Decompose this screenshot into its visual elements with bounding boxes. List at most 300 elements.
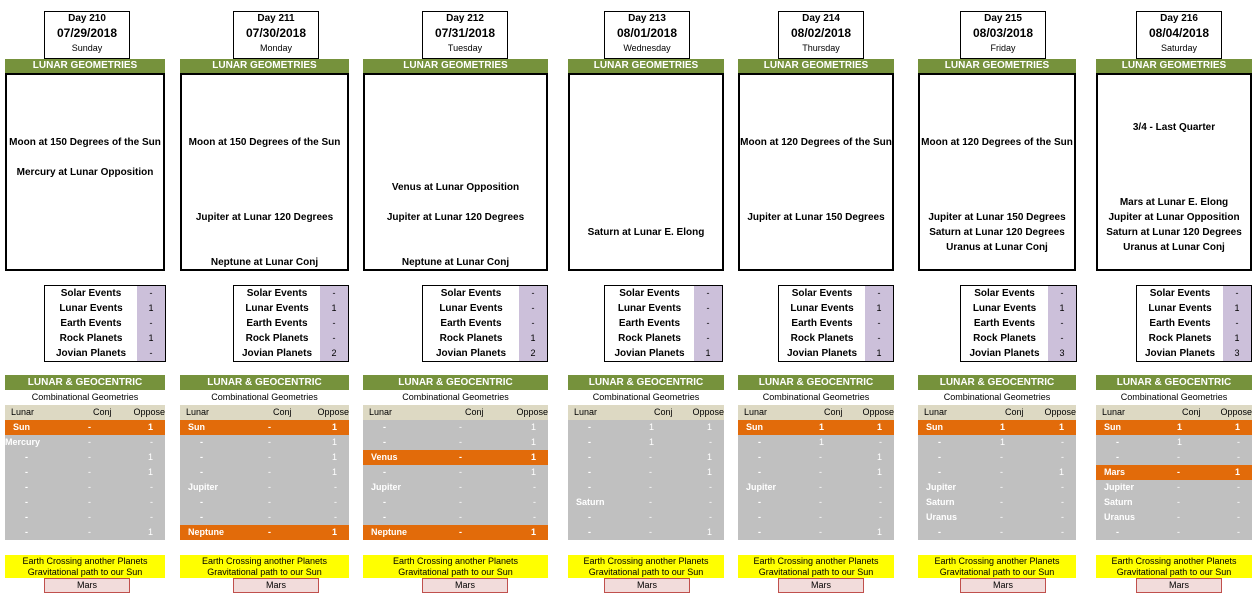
row-conj: - [459,437,462,447]
row-conj: - [1177,497,1180,507]
row-body: - [25,482,28,492]
row-conj: - [268,527,271,537]
day-header [422,11,508,59]
row-oppose: - [879,512,882,522]
geometry-row [180,465,349,480]
events-value: 2 [320,346,348,361]
events-row [605,301,722,316]
row-body: - [200,467,203,477]
lunar-geocentric-header: LUNAR & GEOCENTRIC [738,375,894,390]
day-date: 08/03/2018 [972,26,1034,40]
row-conj: - [268,452,271,462]
geometry-line: Jupiter at Lunar 120 Degrees [195,212,334,223]
lunar-geocentric-header: LUNAR & GEOCENTRIC [568,375,724,390]
events-row [1137,316,1251,331]
events-value: 1 [137,331,165,346]
events-row [234,301,348,316]
lunar-geocentric-header: LUNAR & GEOCENTRIC [5,375,165,390]
grid-header [180,405,349,420]
row-conj: - [819,512,822,522]
combinational-geometries-label: Combinational Geometries [402,392,509,402]
events-value: - [694,286,722,301]
geometry-row [918,450,1076,465]
earth-crossing-box [363,555,548,578]
row-conj: - [88,497,91,507]
mars-cell: Mars [1136,578,1222,593]
events-label: Jovian Planets [614,348,685,359]
col-oppose: Oppose [692,407,724,417]
events-table [44,285,166,362]
events-row [45,286,165,301]
row-conj: - [459,467,462,477]
row-body: Jupiter [188,482,219,492]
geometry-line: Neptune at Lunar Conj [401,257,510,268]
row-conj: - [459,497,462,507]
row-oppose: - [334,512,337,522]
geometry-row [5,465,165,480]
row-body: - [383,437,386,447]
events-label: Rock Planets [59,333,123,344]
geometry-row [180,435,349,450]
lunar-geometries-header: LUNAR GEOMETRIES [180,59,349,73]
events-row [779,301,893,316]
day-date: 07/30/2018 [245,26,307,40]
geometry-row [363,450,548,465]
row-conj: 1 [649,437,655,447]
mars-cell: Mars [44,578,130,593]
col-lunar: Lunar [11,407,35,417]
events-value: 1 [519,331,547,346]
row-conj: - [268,512,271,522]
events-row [234,286,348,301]
row-body: - [25,497,28,507]
events-label: Rock Planets [245,333,309,344]
row-oppose: 1 [331,422,337,432]
row-oppose: - [1061,497,1064,507]
lunar-geocentric-header: LUNAR & GEOCENTRIC [918,375,1076,390]
earth-crossing-line: Earth Crossing another Planets [392,556,519,566]
row-body: Neptune [188,527,224,537]
row-conj: - [459,512,462,522]
row-oppose: 1 [876,422,882,432]
events-value: - [137,346,165,361]
day-weekday: Thursday [802,43,840,53]
events-label: Lunar Events [617,303,682,314]
row-oppose: - [533,497,536,507]
geometry-row [180,450,349,465]
geometry-line: Uranus at Lunar Conj [1123,242,1225,253]
row-oppose: 1 [331,437,337,447]
col-conj: Conj [654,407,673,417]
events-row [779,346,893,361]
row-body: - [588,527,591,537]
events-table [960,285,1077,362]
events-label: Earth Events [618,318,681,329]
events-label: Earth Events [440,318,502,329]
row-body: - [383,467,386,477]
geometry-line: Moon at 150 Degrees of the Sun [9,137,161,148]
row-conj: - [1177,452,1180,462]
combinational-geometries-label: Combinational Geometries [943,392,1051,402]
mars-cell: Mars [960,578,1046,593]
lunar-geometries-box [180,73,349,271]
grid-header [918,405,1076,420]
events-label: Earth Events [60,318,122,329]
events-label: Solar Events [440,288,502,299]
gravitational-path-line: Gravitational path to our Sun [758,567,874,577]
lunar-geometries-header: LUNAR GEOMETRIES [918,59,1076,73]
grid-header [568,405,724,420]
row-conj: - [268,422,271,432]
geometry-row [1096,435,1252,450]
mars-cell: Mars [604,578,690,593]
row-body: Venus [371,452,398,462]
col-conj: Conj [1005,407,1024,417]
geometry-line: Uranus at Lunar Conj [946,242,1048,253]
geometry-row [363,525,548,540]
row-body: Jupiter [926,482,957,492]
row-body: - [588,452,591,462]
geometry-row [5,435,165,450]
events-label: Lunar Events [790,303,854,314]
geometry-row [180,525,349,540]
row-body: - [25,512,28,522]
events-row [779,316,893,331]
row-body: Mars [1104,467,1126,477]
earth-crossing-box [568,555,724,578]
geometry-line: Jupiter at Lunar Opposition [1108,212,1240,223]
row-oppose: - [709,482,712,492]
earth-crossing-box [918,555,1076,578]
row-body: - [588,467,591,477]
row-oppose: 1 [530,452,536,462]
row-conj: - [649,512,652,522]
col-oppose: Oppose [862,407,894,417]
events-table [1136,285,1252,362]
events-label: Rock Planets [439,333,503,344]
events-label: Earth Events [973,318,1036,329]
events-row [605,316,722,331]
events-value: 1 [694,346,722,361]
geometry-row [180,480,349,495]
row-conj: - [819,497,822,507]
geometry-row [5,495,165,510]
events-label: Solar Events [246,288,308,299]
events-label: Lunar Events [972,303,1037,314]
col-oppose: Oppose [317,407,349,417]
row-body: - [938,437,941,447]
geometry-line: Neptune at Lunar Conj [210,257,319,268]
row-conj: - [268,482,271,492]
events-row [605,331,722,346]
row-oppose: - [879,437,882,447]
geometry-row [5,510,165,525]
events-value: - [1048,316,1076,331]
row-oppose: - [1061,452,1064,462]
row-oppose: - [1237,497,1240,507]
events-value: - [865,331,893,346]
day-header [1136,11,1222,59]
row-conj: - [88,527,91,537]
events-value: - [519,301,547,316]
row-body: - [758,452,761,462]
events-row [779,331,893,346]
row-oppose: - [1061,527,1064,537]
events-label: Jovian Planets [969,348,1040,359]
events-label: Earth Events [1149,318,1211,329]
day-date: 07/31/2018 [434,26,496,40]
day-date: 08/02/2018 [790,26,852,40]
row-body: - [588,437,591,447]
events-row [45,316,165,331]
row-conj: - [1177,482,1180,492]
day-header [960,11,1046,59]
events-label: Solar Events [60,288,122,299]
geometry-row [738,510,894,525]
row-oppose: 1 [331,467,337,477]
row-conj: - [819,467,822,477]
row-conj: - [268,467,271,477]
row-oppose: - [533,482,536,492]
day-number: Day 211 [257,13,295,24]
events-value: 1 [137,301,165,316]
row-conj: - [1000,497,1003,507]
row-body: - [383,422,386,432]
row-conj: - [649,497,652,507]
day-weekday: Friday [990,43,1016,53]
geometry-row [1096,525,1252,540]
row-body: - [588,482,591,492]
row-body: Sun [746,422,763,432]
day-date: 08/01/2018 [616,26,678,40]
geometry-line: Saturn at Lunar 120 Degrees [1106,227,1242,238]
mars-cell: Mars [233,578,319,593]
events-value: 1 [320,301,348,316]
events-value: - [865,286,893,301]
row-oppose: 1 [331,527,337,537]
combinational-geometries-label: Combinational Geometries [31,392,139,402]
row-conj: - [819,527,822,537]
geometry-line: Saturn at Lunar E. Elong [587,227,705,238]
earth-crossing-line: Earth Crossing another Planets [22,556,148,566]
row-oppose: 1 [706,452,712,462]
day-header [778,11,864,59]
row-conj: - [88,482,91,492]
row-body: Jupiter [1104,482,1135,492]
events-value: - [694,301,722,316]
row-oppose: - [709,512,712,522]
events-value: 1 [865,346,893,361]
row-oppose: 1 [876,467,882,477]
col-lunar: Lunar [369,407,393,417]
geometry-row [1096,450,1252,465]
row-oppose: 1 [147,527,153,537]
row-oppose: - [1061,482,1064,492]
row-oppose: 1 [147,422,153,432]
lunar-geocentric-header: LUNAR & GEOCENTRIC [1096,375,1252,390]
earth-crossing-line: Earth Crossing another Planets [583,556,709,566]
lunar-geometries-header: LUNAR GEOMETRIES [363,59,548,73]
row-conj: - [88,422,91,432]
row-body: - [938,467,941,477]
events-value: - [320,316,348,331]
events-value: 1 [865,301,893,316]
row-body: - [1116,437,1119,447]
row-body: Mercury [5,437,41,447]
events-value: - [1223,316,1251,331]
geometry-row [568,450,724,465]
row-conj: 1 [1000,422,1006,432]
col-oppose: Oppose [1220,407,1252,417]
earth-crossing-line: Earth Crossing another Planets [1111,556,1237,566]
events-value: - [694,331,722,346]
geometry-line: Moon at 120 Degrees of the Sun [921,137,1073,148]
events-value: 3 [1048,346,1076,361]
gravitational-path-line: Gravitational path to our Sun [27,567,143,577]
events-value: - [519,286,547,301]
row-body: Sun [926,422,943,432]
day-number: Day 215 [984,13,1022,24]
events-row [45,301,165,316]
events-value: - [137,286,165,301]
geometry-line: Moon at 150 Degrees of the Sun [188,137,341,148]
row-body: Sun [13,422,30,432]
events-row [779,286,893,301]
events-value: - [1048,286,1076,301]
row-conj: 1 [1177,422,1183,432]
row-conj: - [268,437,271,447]
row-body: Saturn [926,497,955,507]
row-oppose: - [533,512,536,522]
col-conj: Conj [273,407,292,417]
geometry-row [738,525,894,540]
row-oppose: 1 [530,437,536,447]
row-conj: - [649,467,652,477]
geometry-row [180,510,349,525]
row-body: - [200,437,203,447]
events-table [604,285,723,362]
row-oppose: 1 [530,527,536,537]
events-row [423,346,547,361]
geometry-row [1096,465,1252,480]
col-conj: Conj [1182,407,1201,417]
lunar-geometries-header: LUNAR GEOMETRIES [5,59,165,73]
row-body: - [25,452,28,462]
col-lunar: Lunar [186,407,210,417]
events-value: 1 [1048,301,1076,316]
geometry-row [738,420,894,435]
row-body: - [200,497,203,507]
geometry-row [363,495,548,510]
day-weekday: Wednesday [623,43,671,53]
grid-header [363,405,548,420]
geometry-row [918,495,1076,510]
row-oppose: 1 [1058,467,1064,477]
geometry-row [5,420,165,435]
lunar-geometries-box [568,73,724,271]
row-oppose: - [1237,527,1240,537]
geometry-row [568,525,724,540]
events-label: Lunar Events [439,303,503,314]
row-body: - [25,527,28,537]
events-label: Jovian Planets [241,348,313,359]
events-table [233,285,349,362]
geometry-row [180,420,349,435]
geometry-row [5,480,165,495]
events-label: Jovian Planets [786,348,858,359]
day-number: Day 216 [1160,13,1198,24]
geometry-line: Jupiter at Lunar 150 Degrees [928,212,1066,223]
row-conj: 1 [1000,437,1006,447]
row-conj: - [1000,482,1003,492]
geometry-row [738,465,894,480]
col-lunar: Lunar [574,407,598,417]
row-body: Jupiter [746,482,777,492]
row-conj: 1 [649,422,655,432]
row-oppose: - [150,482,153,492]
events-row [234,316,348,331]
events-value: - [320,331,348,346]
lunar-geometries-header: LUNAR GEOMETRIES [1096,59,1252,73]
events-label: Solar Events [974,288,1035,299]
earth-crossing-box [180,555,349,578]
events-label: Solar Events [619,288,680,299]
row-oppose: 1 [706,527,712,537]
combinational-geometries-label: Combinational Geometries [762,392,870,402]
row-conj: - [1177,467,1180,477]
events-label: Rock Planets [790,333,854,344]
row-body: - [938,527,941,537]
col-oppose: Oppose [133,407,165,417]
events-row [423,316,547,331]
geometry-row [568,435,724,450]
events-value: - [865,316,893,331]
geometry-row [918,525,1076,540]
row-oppose: 1 [147,452,153,462]
events-value: 3 [1223,346,1251,361]
events-value: - [694,316,722,331]
gravitational-path-line: Gravitational path to our Sun [398,567,513,577]
row-conj: - [459,422,462,432]
mars-cell: Mars [778,578,864,593]
col-conj: Conj [465,407,484,417]
geometry-row [568,495,724,510]
events-row [1137,346,1251,361]
row-conj: - [1177,512,1180,522]
geometry-line: Venus at Lunar Opposition [391,182,520,193]
events-label: Rock Planets [618,333,681,344]
row-body: Neptune [371,527,407,537]
earth-crossing-line: Earth Crossing another Planets [201,556,328,566]
lunar-geometries-box [1096,73,1252,271]
row-oppose: - [1237,452,1240,462]
row-conj: - [1000,467,1003,477]
events-value: 1 [1223,301,1251,316]
events-label: Earth Events [246,318,308,329]
combinational-geometries-label: Combinational Geometries [211,392,318,402]
gravitational-path-line: Gravitational path to our Sun [939,567,1055,577]
geometry-row [363,465,548,480]
row-body: Uranus [926,512,958,522]
geometry-row [738,495,894,510]
lunar-geometries-box [918,73,1076,271]
earth-crossing-box [1096,555,1252,578]
geometry-row [568,480,724,495]
row-body: - [588,422,591,432]
row-oppose: - [150,437,153,447]
geometry-line: Moon at 120 Degrees of the Sun [740,137,892,148]
events-row [605,286,722,301]
